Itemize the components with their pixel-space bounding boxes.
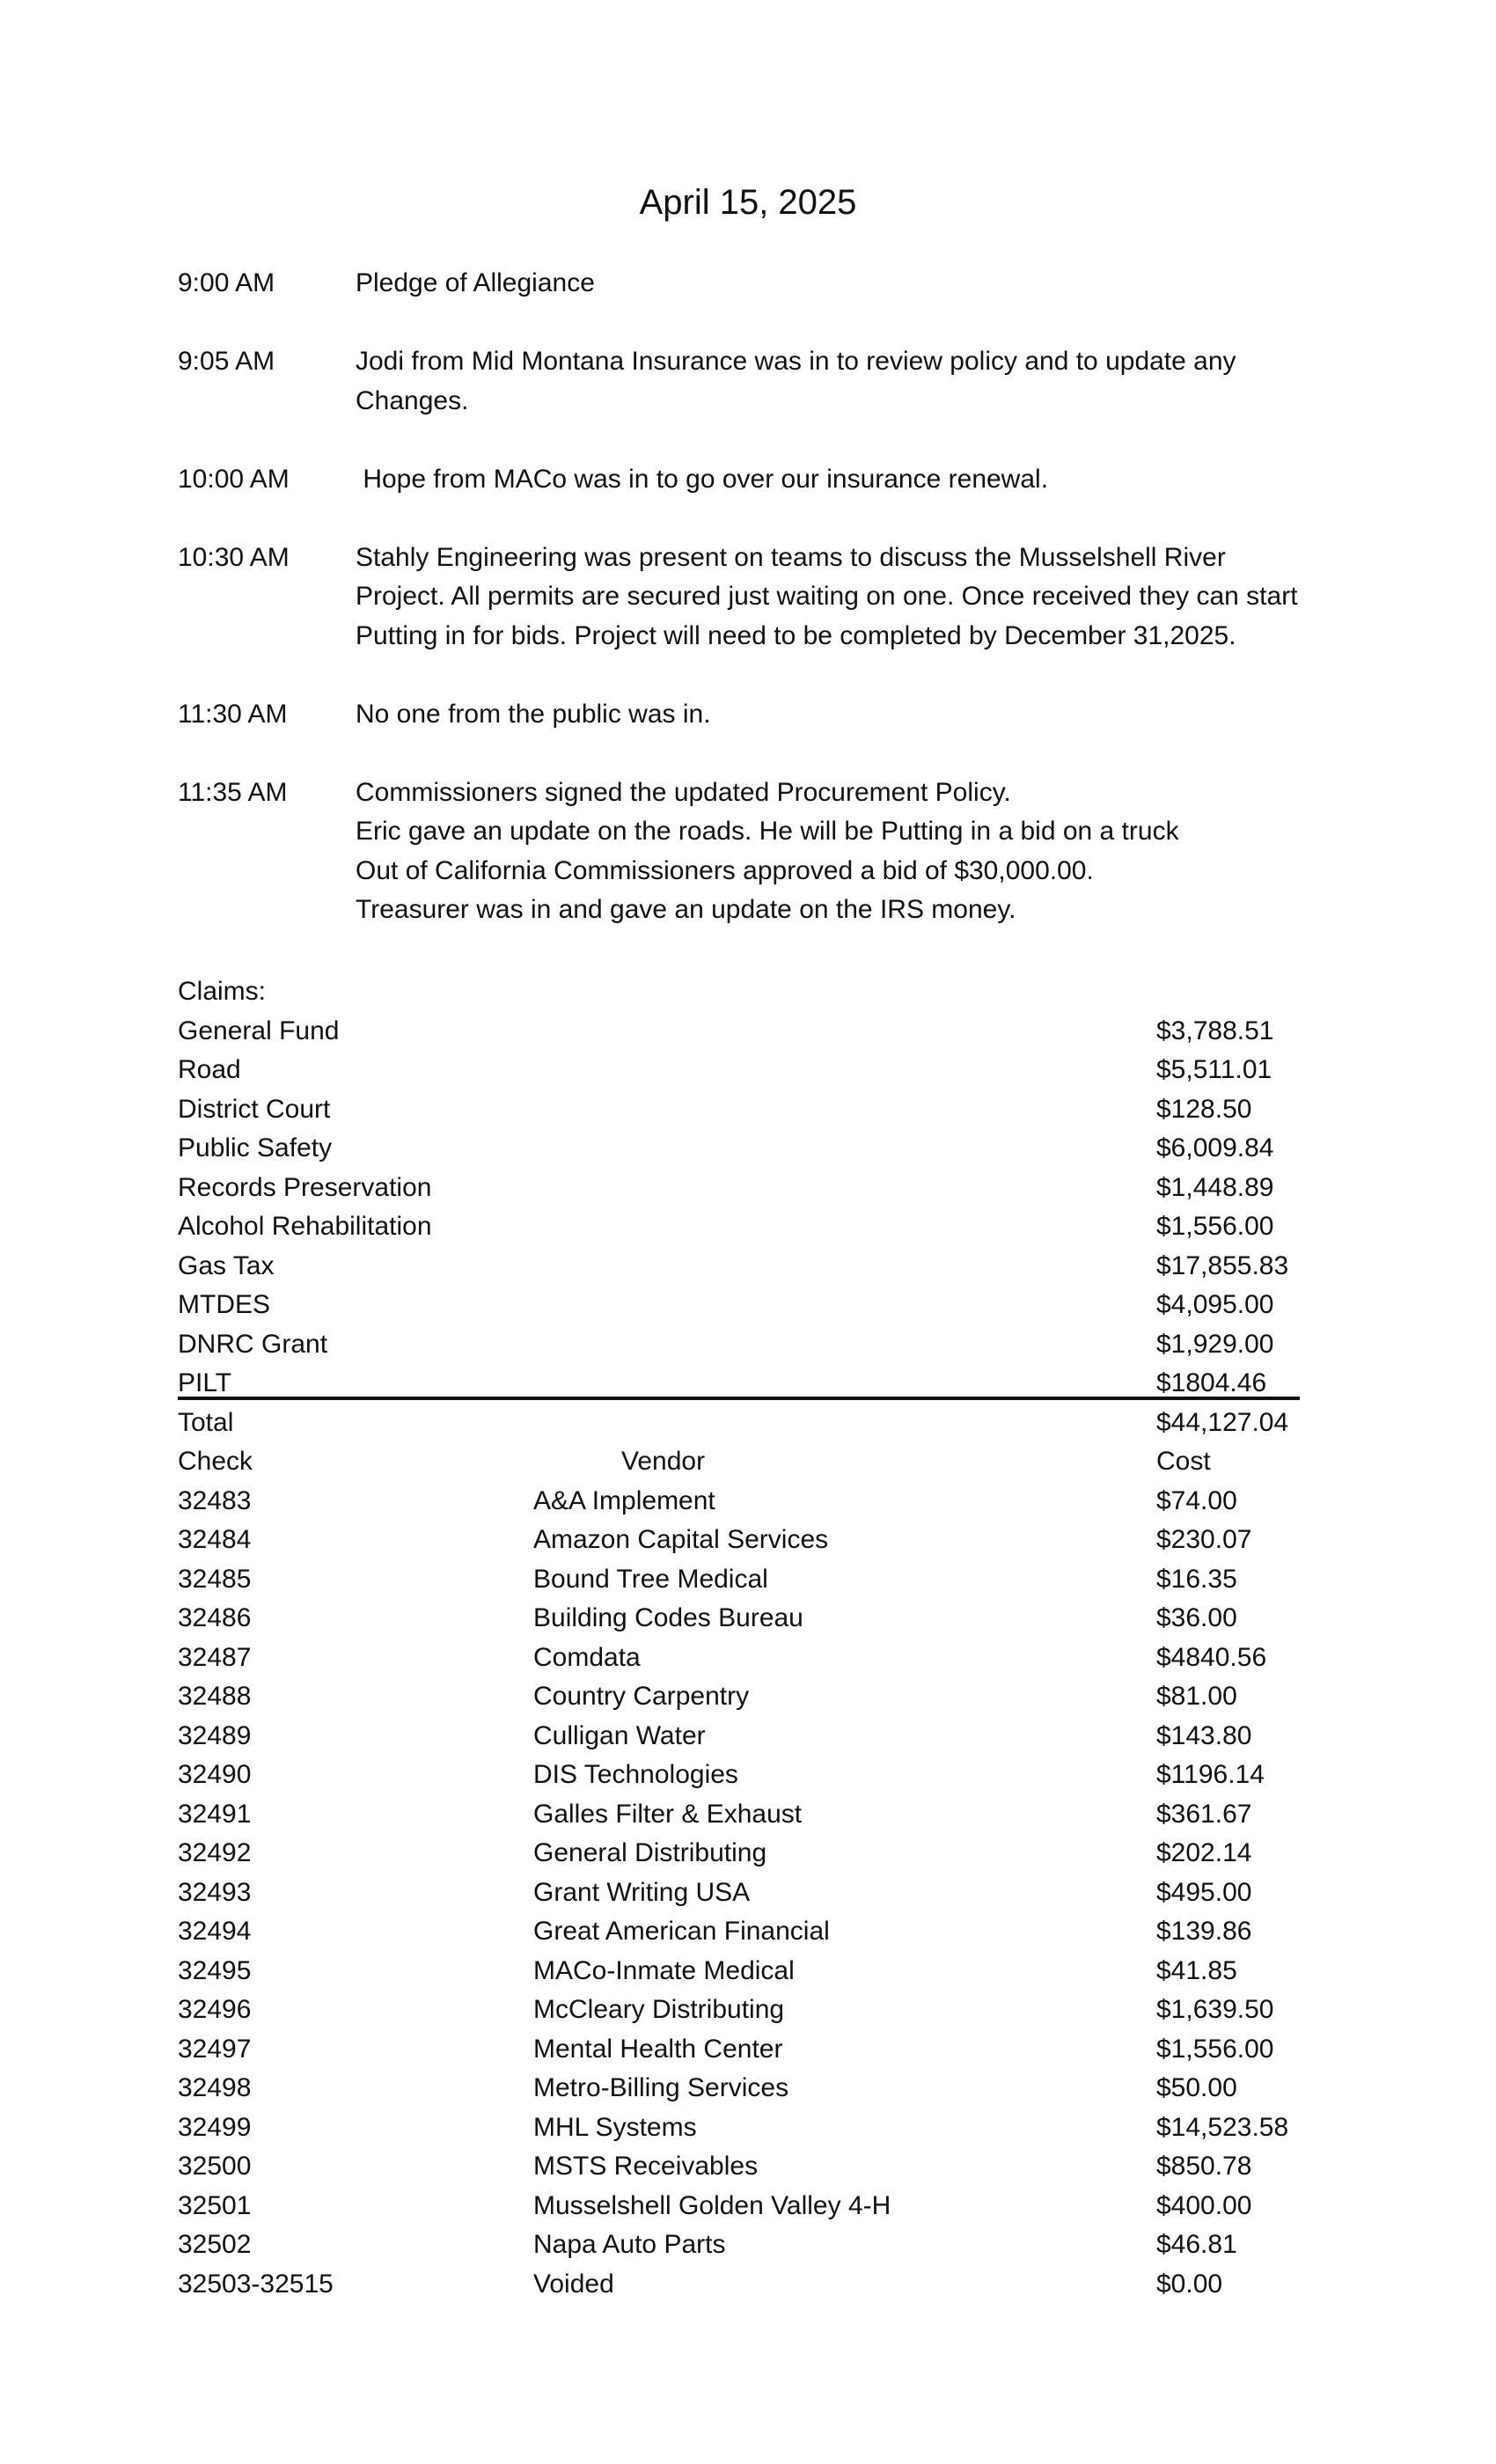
claim-row: [178, 1129, 1313, 1169]
table-row: [178, 1482, 1313, 1522]
check-cost: $50.00: [1156, 2073, 1237, 2102]
table-row: [178, 1521, 1313, 1560]
check-cost: $400.00: [1156, 2190, 1252, 2220]
claim-amount: $1,448.89: [1156, 1172, 1274, 1202]
vendor-name: A&A Implement: [533, 1485, 715, 1515]
vendor-name: Musselshell Golden Valley 4-H: [533, 2190, 891, 2220]
check-cost: $1,556.00: [1156, 2034, 1274, 2064]
check-number: 32499: [178, 2112, 252, 2142]
agenda-line: Putting in for bids. Project will need to be completed by December 31,2025.: [356, 620, 1236, 650]
agenda-text: [356, 774, 1357, 930]
claim-amount: $1804.46: [1156, 1368, 1267, 1397]
check-number: 32484: [178, 1525, 252, 1554]
agenda-time: 10:30 AM: [178, 542, 290, 572]
agenda-line: Commissioners signed the updated Procurement Policy.: [356, 777, 1011, 807]
claim-name: MTDES: [178, 1290, 270, 1319]
vendor-name: Building Codes Bureau: [533, 1603, 803, 1632]
claim-name: PILT: [178, 1368, 232, 1397]
check-cost: $16.35: [1156, 1564, 1237, 1594]
check-number: 32503-32515: [178, 2269, 334, 2299]
claims-heading: Claims:: [178, 977, 267, 1006]
vendor-name: McCleary Distributing: [533, 1995, 785, 2024]
checks-header-row: [178, 1442, 1313, 1482]
claim-amount: $1,556.00: [1156, 1212, 1274, 1241]
claim-row: [178, 1051, 1313, 1090]
agenda-time: 11:30 AM: [178, 699, 288, 729]
header-check: Check: [178, 1447, 253, 1476]
table-row: [178, 1599, 1313, 1639]
table-row: [178, 1756, 1313, 1795]
check-cost: $495.00: [1156, 1877, 1252, 1907]
agenda-time: 9:05 AM: [178, 347, 275, 376]
check-cost: $4840.56: [1156, 1642, 1267, 1672]
table-row: [178, 2147, 1313, 2187]
check-cost: $850.78: [1156, 2152, 1252, 2181]
table-row: [178, 2030, 1313, 2070]
claim-name: General Fund: [178, 1016, 340, 1045]
claim-amount: $4,095.00: [1156, 1290, 1274, 1319]
check-cost: $202.14: [1156, 1838, 1252, 1867]
claim-name: Public Safety: [178, 1133, 333, 1162]
check-cost: $46.81: [1156, 2230, 1237, 2259]
check-cost: $41.85: [1156, 1955, 1237, 1985]
agenda-line: Changes.: [356, 385, 469, 415]
claim-name: Road: [178, 1055, 241, 1084]
claim-amount: $17,855.83: [1156, 1250, 1289, 1280]
agenda-line: Hope from MACo was in to go over our insurance renewal.: [356, 464, 1049, 494]
table-row: [178, 1991, 1313, 2030]
claims-total-amount: $44,127.04: [1156, 1407, 1289, 1437]
check-number: 32501: [178, 2190, 252, 2220]
agenda-line: Eric gave an update on the roads. He will be Putting in a bid on a truck: [356, 817, 1179, 846]
table-row: [178, 1874, 1313, 1913]
check-number: 32488: [178, 1682, 252, 1711]
agenda: [178, 264, 1357, 969]
agenda-line: Project. All permits are secured just waiting on one. Once received they can start: [356, 582, 1298, 611]
vendor-name: Galles Filter & Exhaust: [533, 1799, 803, 1829]
claim-row: [178, 1169, 1313, 1208]
table-row: [178, 1639, 1313, 1678]
claim-amount: $1,929.00: [1156, 1329, 1274, 1359]
agenda-line: Jodi from Mid Montana Insurance was in to review policy and to update any: [356, 347, 1236, 376]
check-cost: $1196.14: [1156, 1760, 1265, 1789]
check-number: 32486: [178, 1603, 252, 1632]
claim-row: [178, 1364, 1313, 1404]
table-row: [178, 1834, 1313, 1874]
table-row: [178, 1717, 1313, 1756]
vendor-name: MACo-Inmate Medical: [533, 1955, 795, 1985]
claim-row: [178, 1325, 1313, 1365]
claim-name: Alcohol Rehabilitation: [178, 1212, 432, 1241]
vendor-name: MHL Systems: [533, 2112, 697, 2142]
vendor-name: Voided: [533, 2269, 614, 2299]
vendor-name: Grant Writing USA: [533, 1877, 751, 1907]
check-number: 32496: [178, 1995, 252, 2024]
table-row: [178, 1912, 1313, 1952]
agenda-entry: [178, 264, 1357, 304]
check-number: 32487: [178, 1642, 252, 1672]
agenda-time: 11:35 AM: [178, 777, 288, 807]
claim-amount: $5,511.01: [1156, 1055, 1272, 1084]
claim-name: District Court: [178, 1094, 331, 1124]
agenda-entry: [178, 539, 1357, 656]
check-cost: $361.67: [1156, 1799, 1252, 1829]
table-row: [178, 1560, 1313, 1600]
table-row: [178, 2108, 1313, 2148]
agenda-entry: [178, 774, 1357, 930]
check-cost: $81.00: [1156, 1682, 1237, 1711]
claim-amount: $6,009.84: [1156, 1133, 1274, 1162]
claim-row: [178, 1012, 1313, 1052]
vendor-name: DIS Technologies: [533, 1760, 738, 1789]
table-row: [178, 1677, 1313, 1717]
check-number: 32500: [178, 2152, 252, 2181]
vendor-name: Mental Health Center: [533, 2034, 783, 2064]
check-number: 32498: [178, 2073, 252, 2102]
claims-section: [178, 972, 1313, 2304]
agenda-line: Out of California Commissioners approved a bid of $30,000.00.: [356, 855, 1094, 885]
agenda-entry: [178, 460, 1357, 500]
agenda-text: [356, 460, 1357, 500]
table-row: [178, 2265, 1313, 2305]
agenda-line: Pledge of Allegiance: [356, 268, 595, 297]
claim-name: Records Preservation: [178, 1172, 432, 1202]
table-row: [178, 2226, 1313, 2265]
vendor-name: Comdata: [533, 1642, 641, 1672]
checks-table: [178, 1442, 1313, 2304]
check-number: 32494: [178, 1917, 252, 1946]
check-cost: $143.80: [1156, 1720, 1252, 1750]
check-cost: $139.86: [1156, 1917, 1252, 1946]
header-cost: Cost: [1156, 1447, 1211, 1476]
check-cost: $14,523.58: [1156, 2112, 1289, 2142]
table-row: [178, 2187, 1313, 2226]
agenda-time: 10:00 AM: [178, 464, 290, 494]
vendor-name: MSTS Receivables: [533, 2152, 759, 2181]
check-number: 32497: [178, 2034, 252, 2064]
vendor-name: Amazon Capital Services: [533, 1525, 829, 1554]
check-cost: $0.00: [1156, 2269, 1223, 2299]
check-cost: $230.07: [1156, 1525, 1252, 1554]
agenda-entry: [178, 342, 1357, 421]
check-number: 32483: [178, 1485, 252, 1515]
vendor-name: General Distributing: [533, 1838, 767, 1867]
claim-row: [178, 1090, 1313, 1130]
agenda-text: [356, 264, 1357, 304]
check-cost: $36.00: [1156, 1603, 1237, 1632]
claim-amount: $3,788.51: [1156, 1016, 1274, 1045]
claim-name: Gas Tax: [178, 1250, 275, 1280]
header-vendor: Vendor: [621, 1447, 706, 1476]
claim-row: [178, 1247, 1313, 1287]
claims-total-row: [178, 1404, 1313, 1443]
vendor-name: Great American Financial: [533, 1917, 830, 1946]
check-number: 32489: [178, 1720, 252, 1750]
page-title: April 15, 2025: [639, 183, 857, 222]
agenda-entry: [178, 695, 1357, 735]
check-number: 32485: [178, 1564, 252, 1594]
claims-total-label: Total: [178, 1407, 234, 1437]
table-row: [178, 2069, 1313, 2108]
check-number: 32502: [178, 2230, 252, 2259]
check-number: 32495: [178, 1955, 252, 1985]
agenda-line: Treasurer was in and gave an update on the IRS money.: [356, 895, 1016, 924]
vendor-name: Metro-Billing Services: [533, 2073, 789, 2102]
agenda-text: [356, 342, 1357, 421]
check-number: 32491: [178, 1799, 252, 1829]
claim-row: [178, 1207, 1313, 1247]
agenda-line: Stahly Engineering was present on teams to discuss the Musselshell River: [356, 542, 1226, 572]
vendor-name: Country Carpentry: [533, 1682, 750, 1711]
vendor-name: Bound Tree Medical: [533, 1564, 768, 1594]
table-row: [178, 1952, 1313, 1991]
vendor-name: Napa Auto Parts: [533, 2230, 726, 2259]
claim-name: DNRC Grant: [178, 1329, 328, 1359]
table-row: [178, 1795, 1313, 1835]
check-cost: $1,639.50: [1156, 1995, 1274, 2024]
check-number: 32493: [178, 1877, 252, 1907]
check-cost: $74.00: [1156, 1485, 1237, 1515]
claim-amount: $128.50: [1156, 1094, 1252, 1124]
agenda-text: [356, 695, 1357, 735]
agenda-time: 9:00 AM: [178, 268, 275, 297]
agenda-text: [356, 539, 1357, 656]
check-number: 32492: [178, 1838, 252, 1867]
agenda-line: No one from the public was in.: [356, 699, 711, 729]
claim-row: [178, 1286, 1313, 1325]
vendor-name: Culligan Water: [533, 1720, 706, 1750]
check-number: 32490: [178, 1760, 252, 1789]
